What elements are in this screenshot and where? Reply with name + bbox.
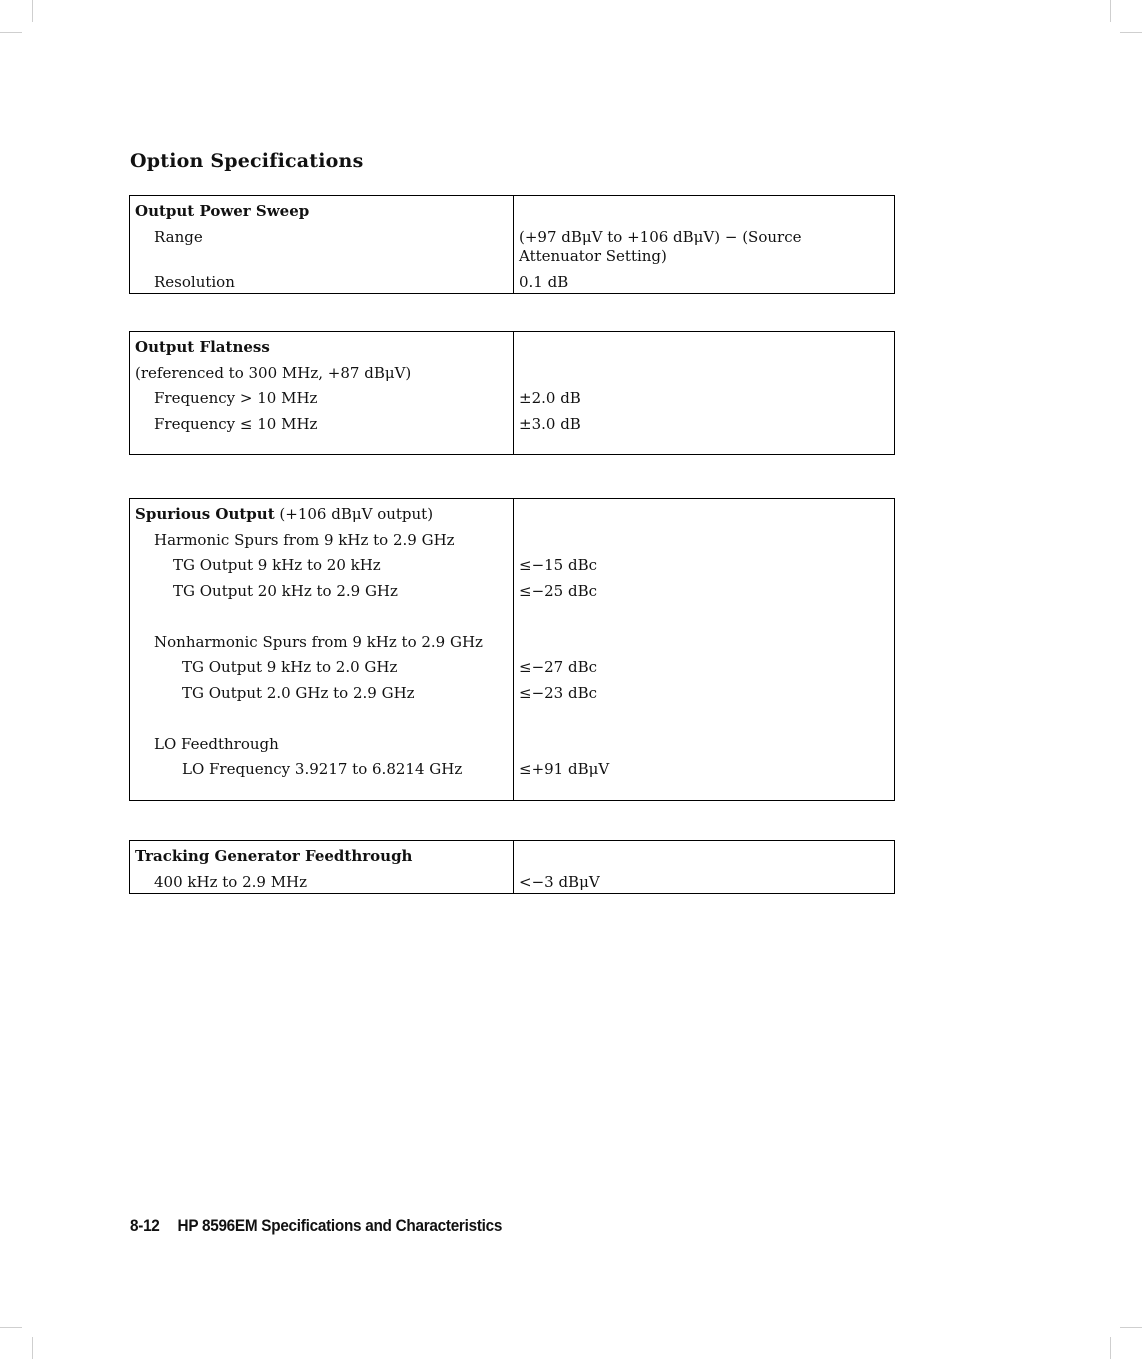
table-cell [513, 505, 894, 525]
page-footer [130, 1216, 502, 1236]
table-row [130, 684, 894, 704]
table-row [130, 389, 894, 409]
tg-feedthrough-value: <−3 dBμV [519, 872, 600, 891]
table-row [130, 658, 894, 678]
crop-mark [1120, 1327, 1142, 1328]
footer-title: HP 8596EM Specifications and Characteristics [177, 1216, 503, 1235]
reference-note: (referenced to 300 MHz, +87 dBμV) [135, 363, 412, 382]
table-row [130, 364, 894, 384]
crop-mark [0, 32, 22, 33]
harmonic-label: Harmonic Spurs from 9 kHz to 2.9 GHz [154, 530, 455, 549]
table-row [130, 273, 894, 293]
range-label: Range [154, 227, 203, 246]
page-number: 8-12 [130, 1216, 160, 1235]
resolution-value: 0.1 dB [519, 272, 569, 291]
table-row [130, 760, 894, 780]
harmonic-row-value: ≤−15 dBc [519, 556, 598, 574]
table-cell [513, 847, 894, 867]
nonharmonic-row-value: ≤−27 dBc [519, 658, 598, 676]
table-row [130, 847, 894, 867]
nonharmonic-row-label: TG Output 2.0 GHz to 2.9 GHz [182, 683, 415, 702]
spacer-row [130, 607, 894, 627]
freq-le-value: ±3.0 dB [519, 414, 581, 433]
table-title: Spurious Output [135, 505, 275, 523]
table-cell [513, 633, 894, 653]
nonharmonic-label: Nonharmonic Spurs from 9 kHz to 2.9 GHz [154, 632, 483, 651]
output-power-sweep-table [129, 195, 895, 294]
harmonic-row-label: TG Output 9 kHz to 20 kHz [173, 556, 381, 574]
table-cell [513, 364, 894, 384]
spurious-output-table [129, 498, 895, 801]
table-title: Tracking Generator Feedthrough [135, 847, 413, 865]
tg-feedthrough-label: 400 kHz to 2.9 MHz [154, 872, 308, 891]
range-value: (+97 dBμV to +106 dBμV) − (Source Attenuator Setting) [519, 227, 802, 265]
table-title: Output Flatness [135, 338, 270, 356]
table-row [130, 582, 894, 602]
nonharmonic-row-value: ≤−23 dBc [519, 683, 598, 702]
table-cell [513, 202, 894, 222]
freq-le-label: Frequency ≤ 10 MHz [154, 414, 318, 433]
table-cell [513, 531, 894, 551]
page-heading: Option Specifications [130, 150, 364, 172]
table-row [130, 505, 894, 525]
crop-mark [1110, 0, 1111, 22]
table-row [130, 531, 894, 551]
crop-mark [0, 1327, 22, 1328]
harmonic-row-value: ≤−25 dBc [519, 581, 598, 600]
table-title-suffix: (+106 dBμV output) [274, 505, 434, 523]
nonharmonic-row-label: TG Output 9 kHz to 2.0 GHz [182, 658, 398, 676]
table-row [130, 415, 894, 435]
crop-mark [32, 1337, 33, 1359]
table-row [130, 556, 894, 576]
table-row [130, 873, 894, 893]
freq-gt-label: Frequency > 10 MHz [154, 389, 318, 407]
freq-gt-value: ±2.0 dB [519, 389, 581, 407]
tg-feedthrough-table [129, 840, 895, 894]
spacer-row [130, 709, 894, 729]
lo-frequency-label: LO Frequency 3.9217 to 6.8214 GHz [182, 760, 463, 778]
output-flatness-table [129, 331, 895, 455]
lo-feedthrough-label: LO Feedthrough [154, 734, 279, 753]
table-cell [513, 338, 894, 358]
resolution-label: Resolution [154, 272, 235, 291]
harmonic-row-label: TG Output 20 kHz to 2.9 GHz [173, 581, 398, 600]
table-row [130, 633, 894, 653]
table-row [130, 338, 894, 358]
table-title-cell [130, 505, 513, 525]
crop-mark [1120, 32, 1142, 33]
crop-mark [32, 0, 33, 22]
lo-frequency-value: ≤+91 dBμV [519, 760, 610, 778]
table-row [130, 202, 894, 222]
table-title: Output Power Sweep [135, 202, 310, 220]
crop-mark [1110, 1337, 1111, 1359]
table-cell [513, 735, 894, 755]
table-row [130, 735, 894, 755]
table-row [130, 228, 894, 267]
